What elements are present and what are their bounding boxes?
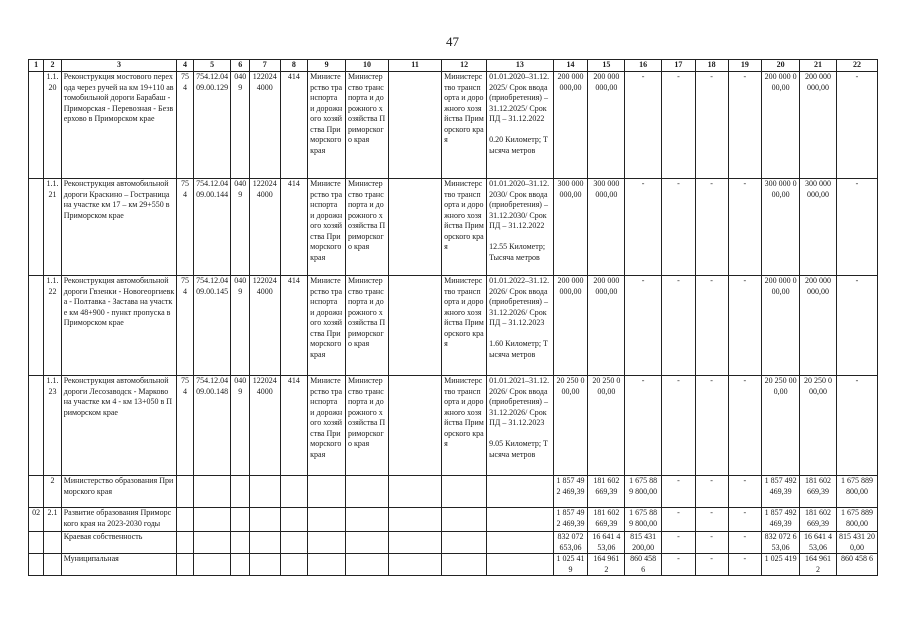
table-cell-col2 <box>44 532 61 554</box>
table-cell-col12 <box>442 508 487 532</box>
column-header: 8 <box>280 60 308 72</box>
table-cell-col11 <box>388 532 441 554</box>
column-header: 5 <box>193 60 231 72</box>
table-cell-col3: Реконструкция автомобильной дороги Краскино – Гостраница на участке км 17 – км 29+550 в Приморском крае <box>61 179 177 276</box>
table-cell-col13 <box>487 476 553 508</box>
table-cell-col6: 0409 <box>231 72 249 179</box>
table-cell-col5 <box>193 508 231 532</box>
table-cell-col2: 2.1 <box>44 508 61 532</box>
table-cell-col15: 16 641 453,06 <box>588 532 625 554</box>
table-cell-col5: 754.12.04 09.00.144 <box>193 179 231 276</box>
table-cell-col13: 01.01.2020–31.12.2030/ Срок ввода (приобретения) – 31.12.2030/ Срок ПД – 31.12.2022 12.55 Километр; Тысяча метров <box>487 179 553 276</box>
table-cell-col8 <box>280 476 308 508</box>
table-cell-col22: - <box>836 179 877 276</box>
table-cell-col19: - <box>728 532 762 554</box>
table-row <box>29 476 878 508</box>
table-cell-col1: 02 <box>29 508 44 532</box>
table-cell-col22: - <box>836 376 877 476</box>
table-cell-col16: - <box>625 179 662 276</box>
table-cell-col6 <box>231 476 249 508</box>
table-cell-col10: Министерство транспорта и дорожного хозяйства Приморского края <box>346 179 389 276</box>
table-cell-col2: 1.1.20 <box>44 72 61 179</box>
table-cell-col14: 1 025 419 <box>553 554 588 576</box>
table-cell-col17: - <box>662 179 696 276</box>
table-cell-col5 <box>193 554 231 576</box>
table-cell-col17: - <box>662 72 696 179</box>
table-cell-col10 <box>346 476 389 508</box>
table-cell-col18: - <box>695 376 728 476</box>
column-header: 20 <box>762 60 800 72</box>
table-cell-col3: Краевая собственность <box>61 532 177 554</box>
table-cell-col14: 300 000 000,00 <box>553 179 588 276</box>
table-cell-col12 <box>442 476 487 508</box>
table-cell-col7: 122024 4000 <box>249 72 280 179</box>
table-cell-col5 <box>193 476 231 508</box>
table-cell-col3: Муниципальная <box>61 554 177 576</box>
table-cell-col11 <box>388 179 441 276</box>
table-cell-col8: 414 <box>280 276 308 376</box>
table-cell-col6: 0409 <box>231 276 249 376</box>
table-cell-col12: Министерство транспорта и дорожного хозяйства Приморского края <box>442 376 487 476</box>
table-cell-col1 <box>29 554 44 576</box>
table-cell-col4: 754 <box>177 376 193 476</box>
table-cell-col17: - <box>662 376 696 476</box>
table-cell-col22: 815 431 200,00 <box>836 532 877 554</box>
column-header: 16 <box>625 60 662 72</box>
table-cell-col11 <box>388 276 441 376</box>
table-cell-col15: 200 000 000,00 <box>588 72 625 179</box>
table-cell-col22: - <box>836 72 877 179</box>
table-cell-col9 <box>308 532 346 554</box>
table-cell-col19: - <box>728 72 762 179</box>
table-cell-col20: 300 000 000,00 <box>762 179 800 276</box>
table-cell-col7 <box>249 532 280 554</box>
table-cell-col15: 200 000 000,00 <box>588 276 625 376</box>
table-cell-col4 <box>177 508 193 532</box>
table-cell-col18: - <box>695 72 728 179</box>
table-cell-col20: 1 857 492 469,39 <box>762 476 800 508</box>
table-cell-col19: - <box>728 179 762 276</box>
table-cell-col14: 832 072 653,06 <box>553 532 588 554</box>
table-cell-col4: 754 <box>177 276 193 376</box>
table-cell-col20: 20 250 000,00 <box>762 376 800 476</box>
table-cell-col17: - <box>662 276 696 376</box>
table-cell-col8: 414 <box>280 179 308 276</box>
table-cell-col14: 200 000 000,00 <box>553 72 588 179</box>
table-cell-col1 <box>29 376 44 476</box>
column-header: 14 <box>553 60 588 72</box>
table-cell-col4 <box>177 476 193 508</box>
table-cell-col4: 754 <box>177 72 193 179</box>
table-cell-col6 <box>231 508 249 532</box>
table-cell-col22: - <box>836 276 877 376</box>
table-cell-col10: Министерство транспорта и дорожного хозяйства Приморского края <box>346 72 389 179</box>
table-cell-col6 <box>231 554 249 576</box>
table-cell-col16: 1 675 889 800,00 <box>625 476 662 508</box>
table-cell-col9: Министерство транспорта и дорожного хозяйства Приморского края <box>308 376 346 476</box>
table-cell-col20: 200 000 000,00 <box>762 276 800 376</box>
column-header: 9 <box>308 60 346 72</box>
table-cell-col8: 414 <box>280 72 308 179</box>
table-cell-col21: 181 602 669,39 <box>800 476 837 508</box>
table-cell-col9: Министерство транспорта и дорожного хозяйства Приморского края <box>308 179 346 276</box>
table-cell-col2: 1.1.23 <box>44 376 61 476</box>
table-cell-col9 <box>308 508 346 532</box>
table-cell-col3: Реконструкция мостового перехода через ручей на км 19+110 автомобильной дороги Барабаш - Приморская - Перевозная - Безверхово в Приморском крае <box>61 72 177 179</box>
table-cell-col7: 122024 4000 <box>249 179 280 276</box>
table-cell-col10 <box>346 554 389 576</box>
table-cell-col6: 0409 <box>231 376 249 476</box>
table-cell-col22: 1 675 889 800,00 <box>836 476 877 508</box>
table-cell-col8: 414 <box>280 376 308 476</box>
table-cell-col15: 300 000 000,00 <box>588 179 625 276</box>
table-cell-col4 <box>177 532 193 554</box>
table-row <box>29 276 878 376</box>
table-cell-col13: 01.01.2020–31.12.2025/ Срок ввода (приобретения) – 31.12.2025/ Срок ПД – 31.12.2022 0.20 Километр; Тысяча метров <box>487 72 553 179</box>
table-cell-col22: 860 458 6 <box>836 554 877 576</box>
table-cell-col3: Реконструкция автомобильной дороги Гвзенки - Новогеоргиевка - Полтавка - Застава на участке км 48+900 - пункт пропуска в Приморском крае <box>61 276 177 376</box>
column-header: 18 <box>695 60 728 72</box>
table-cell-col14: 20 250 000,00 <box>553 376 588 476</box>
table-cell-col7: 122024 4000 <box>249 376 280 476</box>
table-cell-col16: - <box>625 276 662 376</box>
table-cell-col14: 1 857 492 469,39 <box>553 508 588 532</box>
column-header: 6 <box>231 60 249 72</box>
table-cell-col21: 164 961 2 <box>800 554 837 576</box>
budget-table <box>28 59 878 576</box>
table-cell-col13 <box>487 508 553 532</box>
column-header: 4 <box>177 60 193 72</box>
table-cell-col7 <box>249 508 280 532</box>
table-cell-col11 <box>388 476 441 508</box>
table-cell-col10 <box>346 508 389 532</box>
column-header: 3 <box>61 60 177 72</box>
table-cell-col18: - <box>695 532 728 554</box>
table-cell-col6: 0409 <box>231 179 249 276</box>
table-cell-col13 <box>487 554 553 576</box>
table-cell-col14: 200 000 000,00 <box>553 276 588 376</box>
column-header: 1 <box>29 60 44 72</box>
table-cell-col17: - <box>662 532 696 554</box>
table-cell-col16: 815 431 200,00 <box>625 532 662 554</box>
table-cell-col15: 181 602 669,39 <box>588 476 625 508</box>
table-cell-col15: 181 602 669,39 <box>588 508 625 532</box>
table-cell-col1 <box>29 276 44 376</box>
table-row <box>29 376 878 476</box>
table-row <box>29 179 878 276</box>
column-header: 7 <box>249 60 280 72</box>
table-row <box>29 508 878 532</box>
table-cell-col9: Министерство транспорта и дорожного хозяйства Приморского края <box>308 276 346 376</box>
column-header: 17 <box>662 60 696 72</box>
table-cell-col19: - <box>728 276 762 376</box>
column-header: 13 <box>487 60 553 72</box>
table-cell-col12 <box>442 554 487 576</box>
table-cell-col5: 754.12.04 09.00.145 <box>193 276 231 376</box>
column-header: 11 <box>388 60 441 72</box>
table-cell-col2 <box>44 554 61 576</box>
table-cell-col5: 754.12.04 09.00.129 <box>193 72 231 179</box>
table-row <box>29 554 878 576</box>
table-cell-col21: 300 000 000,00 <box>800 179 837 276</box>
table-cell-col13: 01.01.2022–31.12.2026/ Срок ввода (приобретения) – 31.12.2026/ Срок ПД – 31.12.2023 1.60 Километр; Тысяча метров <box>487 276 553 376</box>
table-cell-col16: - <box>625 72 662 179</box>
table-cell-col12: Министерство транспорта и дорожного хозяйства Приморского края <box>442 179 487 276</box>
table-cell-col8 <box>280 554 308 576</box>
table-cell-col2: 1.1.22 <box>44 276 61 376</box>
table-cell-col20: 832 072 653,06 <box>762 532 800 554</box>
table-cell-col10 <box>346 532 389 554</box>
column-header: 2 <box>44 60 61 72</box>
table-cell-col3: Министерство образования Приморского края <box>61 476 177 508</box>
column-header: 10 <box>346 60 389 72</box>
column-number-row <box>29 60 878 72</box>
table-cell-col21: 20 250 000,00 <box>800 376 837 476</box>
table-cell-col17: - <box>662 508 696 532</box>
table-cell-col11 <box>388 376 441 476</box>
table-cell-col2: 1.1.21 <box>44 179 61 276</box>
table-cell-col19: - <box>728 476 762 508</box>
table-cell-col21: 16 641 453,06 <box>800 532 837 554</box>
table-cell-col10: Министерство транспорта и дорожного хозяйства Приморского края <box>346 376 389 476</box>
table-cell-col12: Министерство транспорта и дорожного хозяйства Приморского края <box>442 276 487 376</box>
table-cell-col9 <box>308 476 346 508</box>
table-cell-col9 <box>308 554 346 576</box>
table-cell-col11 <box>388 554 441 576</box>
table-cell-col6 <box>231 532 249 554</box>
table-cell-col13 <box>487 532 553 554</box>
table-cell-col10: Министерство транспорта и дорожного хозяйства Приморского края <box>346 276 389 376</box>
column-header: 21 <box>800 60 837 72</box>
table-cell-col18: - <box>695 476 728 508</box>
table-cell-col21: 200 000 000,00 <box>800 276 837 376</box>
page-number: 47 <box>446 34 459 49</box>
column-header: 22 <box>836 60 877 72</box>
table-cell-col18: - <box>695 554 728 576</box>
table-cell-col1 <box>29 179 44 276</box>
table-cell-col20: 200 000 000,00 <box>762 72 800 179</box>
table-cell-col11 <box>388 508 441 532</box>
table-cell-col15: 20 250 000,00 <box>588 376 625 476</box>
table-cell-col19: - <box>728 376 762 476</box>
table-cell-col20: 1 857 492 469,39 <box>762 508 800 532</box>
table-cell-col15: 164 961 2 <box>588 554 625 576</box>
column-header: 15 <box>588 60 625 72</box>
table-cell-col1 <box>29 72 44 179</box>
table-cell-col8 <box>280 532 308 554</box>
table-cell-col12: Министерство транспорта и дорожного хозяйства Приморского края <box>442 72 487 179</box>
table-cell-col1 <box>29 532 44 554</box>
table-cell-col4: 754 <box>177 179 193 276</box>
table-cell-col21: 200 000 000,00 <box>800 72 837 179</box>
table-cell-col16: 1 675 889 800,00 <box>625 508 662 532</box>
table-cell-col19: - <box>728 508 762 532</box>
table-row <box>29 72 878 179</box>
table-cell-col16: - <box>625 376 662 476</box>
table-cell-col3: Реконструкция автомобильной дороги Лесозаводск - Марково на участке км 4 - км 13+050 в Приморском крае <box>61 376 177 476</box>
table-cell-col13: 01.01.2021–31.12.2026/ Срок ввода (приобретения) – 31.12.2026/ Срок ПД – 31.12.2023 9.05 Километр; Тысяча метров <box>487 376 553 476</box>
column-header: 12 <box>442 60 487 72</box>
table-cell-col18: - <box>695 276 728 376</box>
table-cell-col18: - <box>695 179 728 276</box>
table-cell-col3: Развитие образования Приморского края на 2023-2030 годы <box>61 508 177 532</box>
table-cell-col17: - <box>662 476 696 508</box>
table-cell-col16: 860 458 6 <box>625 554 662 576</box>
table-cell-col22: 1 675 889 800,00 <box>836 508 877 532</box>
table-cell-col19: - <box>728 554 762 576</box>
table-cell-col7: 122024 4000 <box>249 276 280 376</box>
table-cell-col18: - <box>695 508 728 532</box>
table-cell-col2: 2 <box>44 476 61 508</box>
table-cell-col9: Министерство транспорта и дорожного хозяйства Приморского края <box>308 72 346 179</box>
table-cell-col1 <box>29 476 44 508</box>
table-cell-col21: 181 602 669,39 <box>800 508 837 532</box>
table-cell-col7 <box>249 476 280 508</box>
table-cell-col12 <box>442 532 487 554</box>
table-cell-col5: 754.12.04 09.00.148 <box>193 376 231 476</box>
table-cell-col4 <box>177 554 193 576</box>
table-cell-col8 <box>280 508 308 532</box>
table-cell-col14: 1 857 492 469,39 <box>553 476 588 508</box>
column-header: 19 <box>728 60 762 72</box>
table-cell-col5 <box>193 532 231 554</box>
table-row <box>29 532 878 554</box>
table-cell-col7 <box>249 554 280 576</box>
table-cell-col17: - <box>662 554 696 576</box>
table-cell-col11 <box>388 72 441 179</box>
table-cell-col20: 1 025 419 <box>762 554 800 576</box>
